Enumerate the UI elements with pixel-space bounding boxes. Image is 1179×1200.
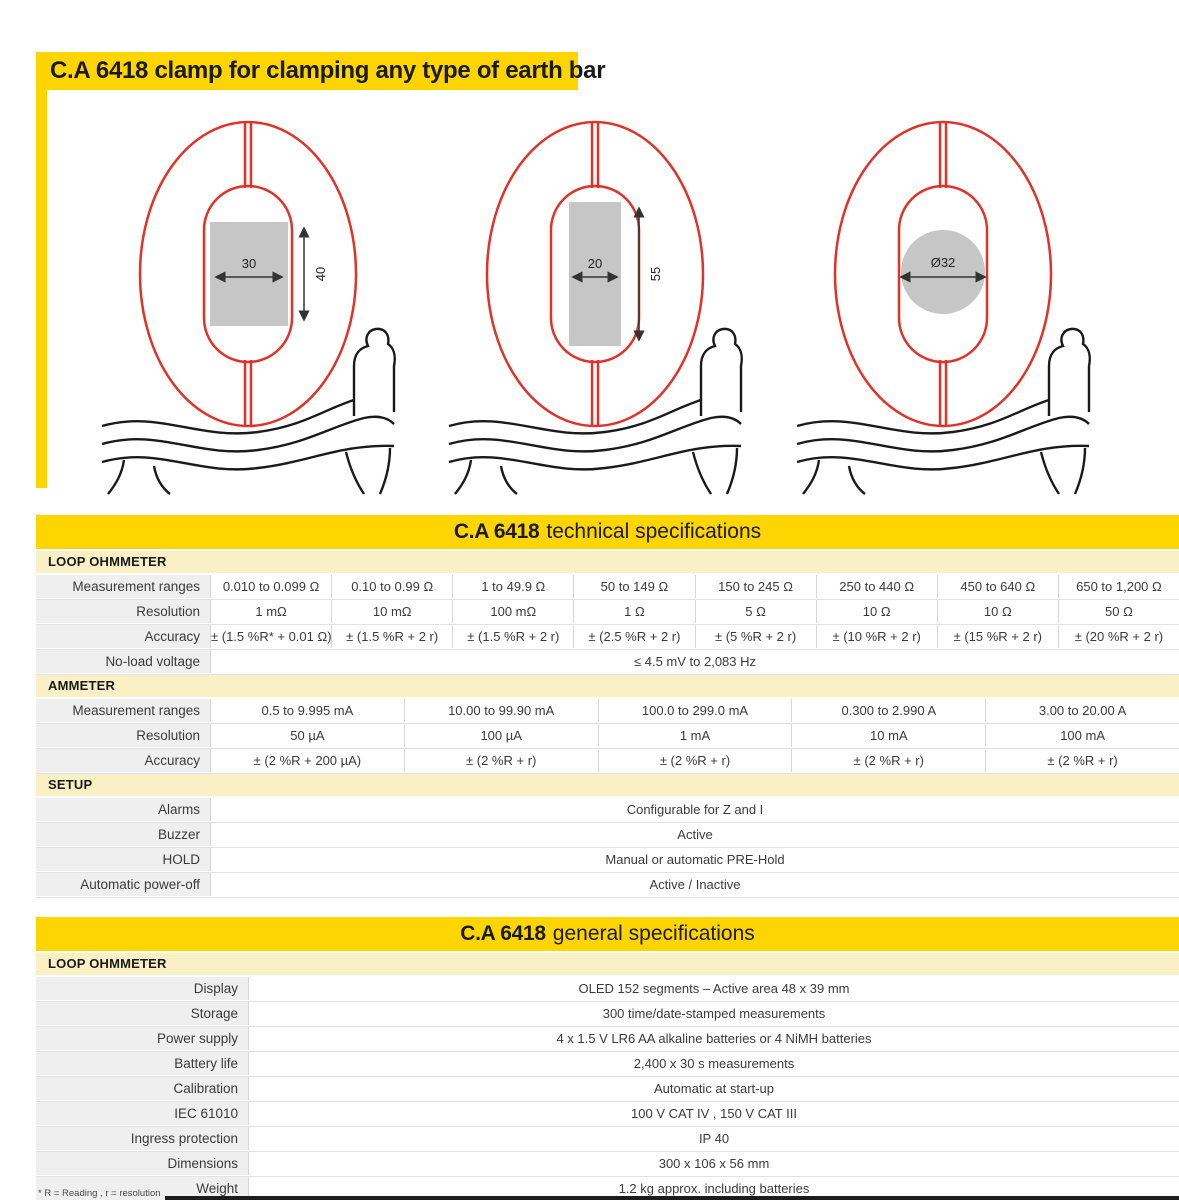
table-cell: ± (2 %R + r) [791,749,985,772]
table-row [36,1152,1179,1177]
table-cell: 50 to 149 Ω [573,575,694,598]
width-dimension-label: 30 [241,256,257,271]
table-cell: 10 mA [791,724,985,747]
table-cell: ± (2 %R + r) [985,749,1179,772]
row-label: Ingress protection [36,1127,248,1151]
table-cell: 10 Ω [937,600,1058,623]
row-label: Resolution [36,724,210,748]
table-cell: 650 to 1,200 Ω [1058,575,1179,598]
table-cell: 1 to 49.9 Ω [452,575,573,598]
row-label: Display [36,977,248,1001]
row-label: Weight [36,1177,248,1200]
table-cell: ± (10 %R + 2 r) [816,625,937,648]
table-cell: 1 mA [598,724,792,747]
table-row [36,873,1179,898]
table-row [36,1077,1179,1102]
table-cell: IP 40 [248,1127,1179,1150]
table-row [36,600,1179,625]
table-cell: Manual or automatic PRE-Hold [210,848,1179,871]
table-cell: 150 to 245 Ω [695,575,816,598]
table-row [36,724,1179,749]
page-title: C.A 6418 clamp for clamping any type of earth bar [36,52,578,90]
height-dimension-label: 55 [648,266,663,282]
table-cell: ± (1.5 %R + 2 r) [452,625,573,648]
table-row [36,1002,1179,1027]
table-row [36,1027,1179,1052]
table-row [36,798,1179,823]
table-row [36,1102,1179,1127]
table-cell: 100 V CAT IV , 150 V CAT III [248,1102,1179,1125]
table-cell: 0.010 to 0.099 Ω [210,575,331,598]
row-label: Calibration [36,1077,248,1101]
table-cell: Configurable for Z and I [210,798,1179,821]
table-cell: 300 time/date-stamped measurements [248,1002,1179,1025]
row-label: Measurement ranges [36,575,210,599]
table-cell: ± (2 %R + r) [598,749,792,772]
row-label: Dimensions [36,1152,248,1176]
table-cell: Automatic at start-up [248,1077,1179,1100]
table-cell: 2,400 x 30 s measurements [248,1052,1179,1075]
table-row [36,823,1179,848]
table-cell: 100 mΩ [452,600,573,623]
table-cell: Active / Inactive [210,873,1179,896]
table-row [36,575,1179,600]
table-cell: 0.5 to 9.995 mA [210,699,404,722]
row-label: Buzzer [36,823,210,847]
table-cell: 5 Ω [695,600,816,623]
table-cell: OLED 152 segments – Active area 48 x 39 mm [248,977,1179,1000]
table-cell: 1 mΩ [210,600,331,623]
table-cell: 250 to 440 Ω [816,575,937,598]
general-table-title: C.A 6418 general specifications [36,917,1179,953]
table-cell: ± (1.5 %R + 2 r) [331,625,452,648]
table-cell: 50 Ω [1058,600,1179,623]
model-name: C.A 6418 [460,922,546,945]
table-row [36,848,1179,873]
row-label: No-load voltage [36,650,210,674]
table-cell: 0.300 to 2.990 A [791,699,985,722]
clamp-diagram-rect-30x40 [88,104,428,496]
row-label: IEC 61010 [36,1102,248,1126]
tech-table-title: C.A 6418 technical specifications [36,515,1179,551]
section-header-loop-ohmmeter: LOOP OHMMETER [36,551,1179,575]
table-row [36,625,1179,650]
table-cell: 3.00 to 20.00 A [985,699,1179,722]
section-header-ammeter: AMMETER [36,675,1179,699]
row-label: Battery life [36,1052,248,1076]
table-cell: 100 µA [404,724,598,747]
clamp-diagram-round-32 [783,104,1123,496]
table-row [36,699,1179,724]
technical-specifications-table [36,515,1179,898]
diameter-dimension-label: Ø32 [930,255,956,270]
row-label: Storage [36,1002,248,1026]
clamp-diagram-rect-20x55 [435,104,775,496]
table-cell: 450 to 640 Ω [937,575,1058,598]
table-cell: ± (2 %R + r) [404,749,598,772]
round-bar-cross-section [901,230,985,314]
row-label: Accuracy [36,749,210,773]
table-cell: 50 µA [210,724,404,747]
yellow-accent-strip [36,90,47,488]
table-cell: 1 Ω [573,600,694,623]
table-cell: 300 x 106 x 56 mm [248,1152,1179,1175]
row-label: Resolution [36,600,210,624]
table-cell: ± (2 %R + 200 µA) [210,749,404,772]
table-row [36,1127,1179,1152]
row-label: Automatic power-off [36,873,210,897]
section-header-loop-ohmmeter: LOOP OHMMETER [36,953,1179,977]
model-name: C.A 6418 [453,520,540,543]
table-cell: ± (15 %R + 2 r) [937,625,1058,648]
table-cell: 10.00 to 99.90 mA [404,699,598,722]
row-label: Power supply [36,1027,248,1051]
table-cell: ± (5 %R + 2 r) [695,625,816,648]
table-row [36,650,1179,675]
row-label: Measurement ranges [36,699,210,723]
table-row [36,1052,1179,1077]
table-row [36,749,1179,774]
table-cell: 100.0 to 299.0 mA [598,699,792,722]
table-cell: 10 Ω [816,600,937,623]
section-header-setup: SETUP [36,774,1179,798]
bottom-divider-bar [165,1196,1179,1200]
table-cell: Active [210,823,1179,846]
table-cell: ± (20 %R + 2 r) [1058,625,1179,648]
table-cell: 10 mΩ [331,600,452,623]
table-cell: ≤ 4.5 mV to 2,083 Hz [210,650,1179,673]
general-specifications-table [36,917,1179,1200]
table-cell: ± (1.5 %R* + 0.01 Ω) [210,625,331,648]
height-dimension-label: 40 [313,266,328,282]
row-label: Alarms [36,798,210,822]
table-cell: 1.2 kg approx. including batteries [248,1177,1179,1200]
width-dimension-label: 20 [587,256,603,271]
row-label: Accuracy [36,625,210,649]
footnote: * R = Reading , r = resolution [38,1188,161,1199]
table-cell: 0.10 to 0.99 Ω [331,575,452,598]
table-row [36,977,1179,1002]
table-cell: 4 x 1.5 V LR6 AA alkaline batteries or 4 NiMH batteries [248,1027,1179,1050]
row-label: HOLD [36,848,210,872]
bar-cross-section [210,222,288,326]
table-cell: 100 mA [985,724,1179,747]
table-cell: ± (2.5 %R + 2 r) [573,625,694,648]
bar-cross-section [569,202,621,346]
